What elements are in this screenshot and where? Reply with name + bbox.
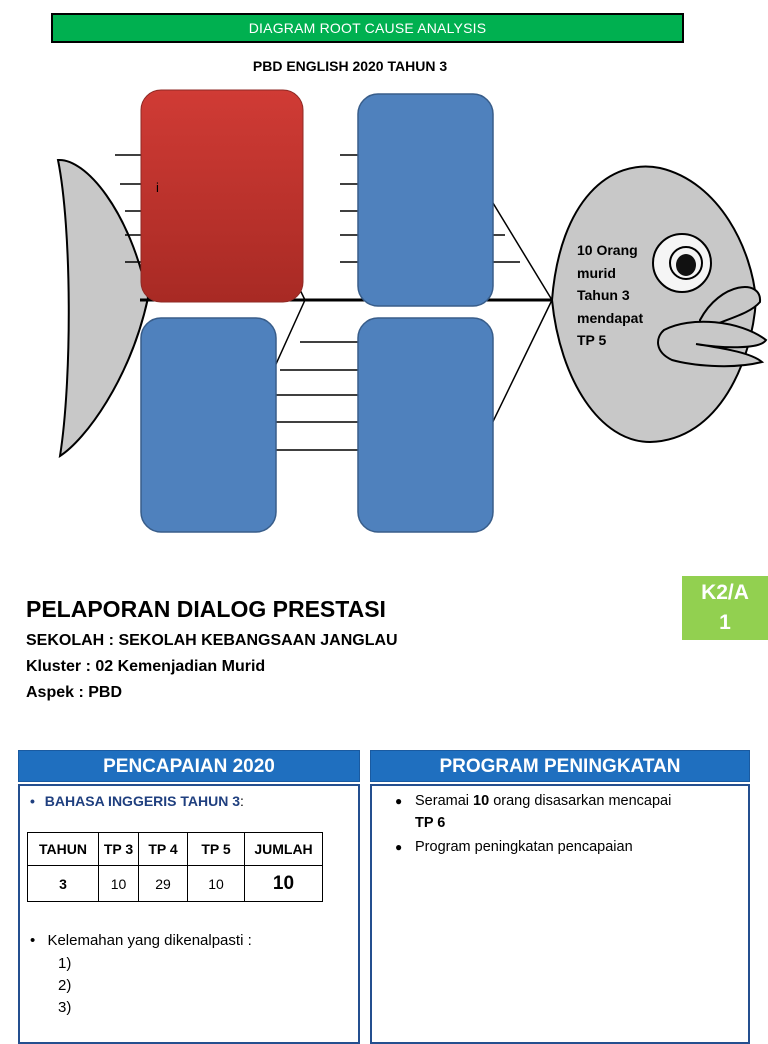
program-item-1-number: 10 — [473, 793, 490, 809]
head-text-line-1: 10 Orang — [577, 242, 638, 258]
diagram-title-bar: DIAGRAM ROOT CAUSE ANALYSIS — [51, 13, 684, 43]
bullet-dot-icon: • — [30, 793, 35, 809]
weakness-item-1: 1) — [58, 955, 72, 972]
badge-line-1: K2/A — [701, 581, 749, 604]
school-line: SEKOLAH : SEKOLAH KEBANGSAAN JANGLAU — [26, 632, 398, 649]
fish-tail — [58, 160, 148, 456]
cell-tp3: 10 — [99, 866, 139, 902]
weakness-item-2: 2) — [58, 977, 72, 994]
program-item-1-pre: Seramai — [415, 793, 474, 809]
head-text-line-2: murid — [577, 265, 616, 281]
head-text-line-3: Tahun 3 — [577, 287, 630, 303]
badge-line-2: 1 — [719, 611, 731, 634]
weakness-item-3: 3) — [58, 999, 72, 1016]
cause-box-bottom-left — [141, 318, 276, 532]
program-item-2 — [395, 836, 633, 858]
aspect-line: Aspek : PBD — [26, 684, 123, 701]
program-item-1 — [395, 790, 672, 834]
red-box-text: i — [156, 180, 159, 195]
weakness-text: Kelemahan yang dikenalpasti : — [47, 932, 252, 949]
subject-bullet — [30, 793, 244, 809]
fish-pupil — [676, 254, 696, 276]
right-panel-header: PROGRAM PENINGKATAN — [370, 750, 750, 782]
cell-tahun: 3 — [28, 866, 99, 902]
program-item-2-text: Program peningkatan pencapaian — [415, 839, 633, 855]
head-text-line-4: mendapat — [577, 310, 644, 326]
code-badge — [682, 576, 768, 640]
header-tp5: TP 5 — [188, 833, 245, 866]
weakness-label — [30, 932, 252, 949]
table-row — [28, 866, 323, 902]
header-tp4: TP 4 — [139, 833, 188, 866]
cluster-line: Kluster : 02 Kemenjadian Murid — [26, 658, 266, 675]
cell-tp4: 29 — [139, 866, 188, 902]
header-tp3: TP 3 — [99, 833, 139, 866]
cause-box-top-left — [141, 90, 303, 302]
cell-jumlah: 10 — [245, 866, 323, 902]
report-title: PELAPORAN DIALOG PRESTASI — [26, 596, 386, 622]
program-item-1-target: TP 6 — [415, 815, 446, 831]
subject-colon: : — [240, 793, 244, 809]
cause-box-bottom-right — [358, 318, 493, 532]
header-jumlah: JUMLAH — [245, 833, 323, 866]
subject-text: BAHASA INGGERIS TAHUN 3 — [44, 793, 241, 809]
header-tahun: TAHUN — [28, 833, 99, 866]
program-bullet-icon-2: ● — [395, 840, 403, 854]
score-table — [27, 832, 323, 902]
table-header-row — [28, 833, 323, 866]
program-item-1-post: orang disasarkan mencapai — [489, 793, 672, 809]
cell-tp5: 10 — [188, 866, 245, 902]
program-bullet-icon: ● — [395, 794, 403, 808]
head-text-line-5: TP 5 — [577, 332, 607, 348]
cause-box-top-right — [358, 94, 493, 306]
weakness-bullet-icon: • — [30, 932, 36, 949]
fishbone-diagram — [0, 80, 768, 540]
left-panel-header: PENCAPAIAN 2020 — [18, 750, 360, 782]
diagram-subtitle: PBD ENGLISH 2020 TAHUN 3 — [252, 58, 448, 74]
